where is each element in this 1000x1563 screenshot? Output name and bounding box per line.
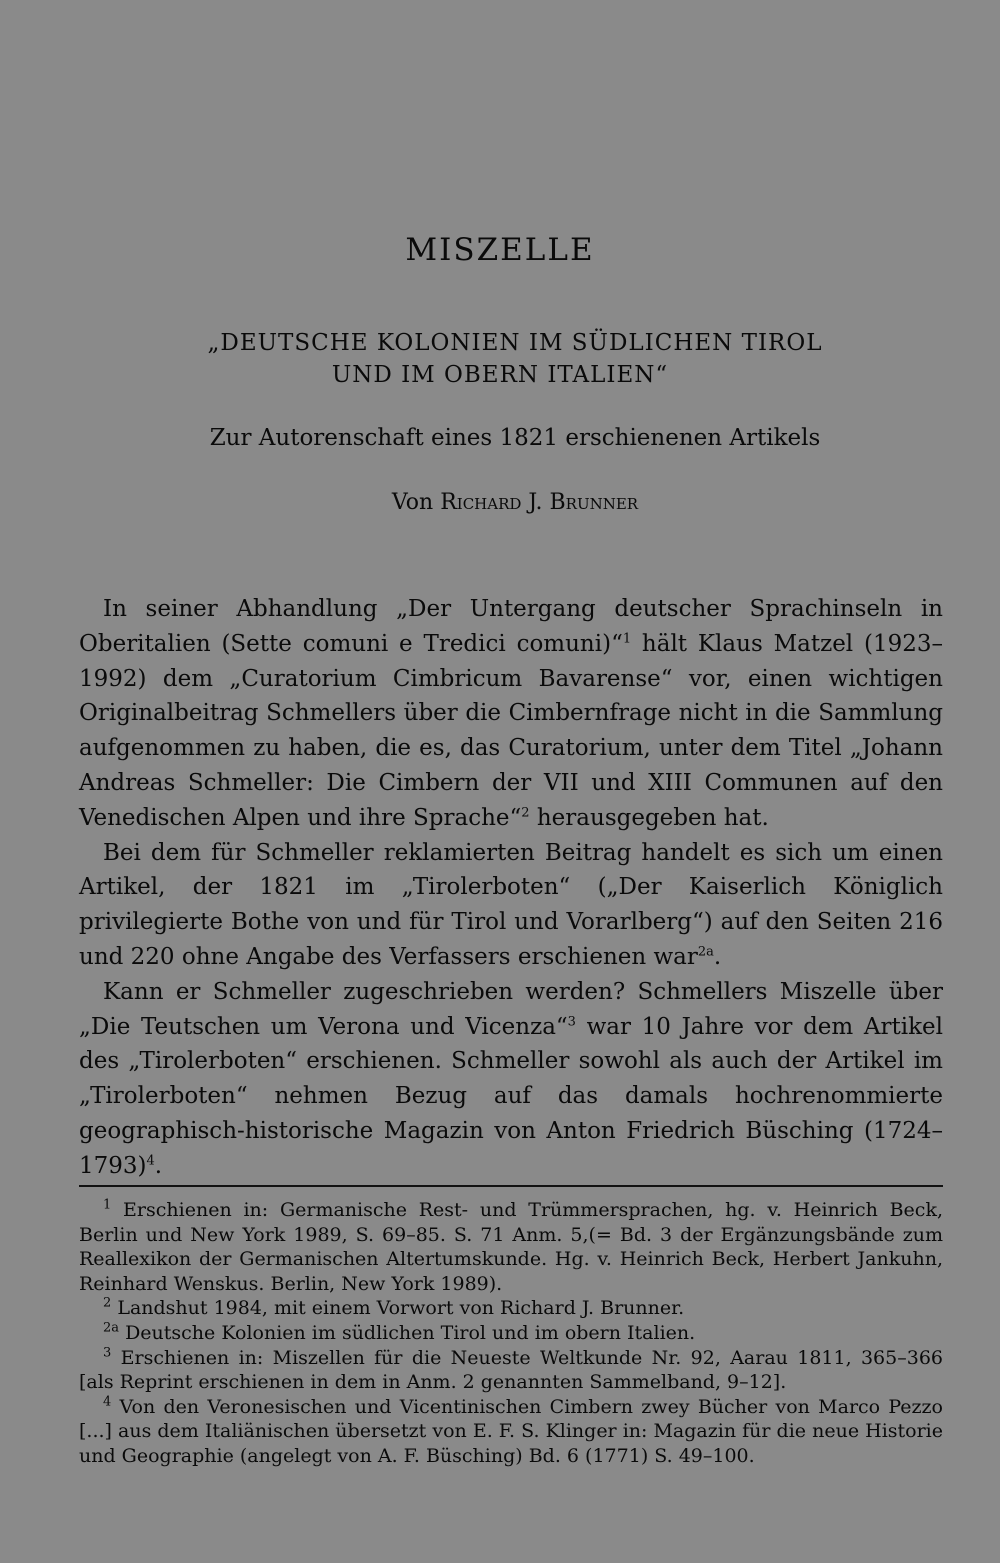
paragraph-text: .	[713, 943, 722, 970]
footnote-divider	[79, 1185, 943, 1187]
footnote	[79, 1321, 943, 1346]
footnote	[79, 1346, 943, 1395]
footnote-ref: 1	[622, 631, 632, 647]
section-heading: MISZELLE	[405, 232, 595, 268]
byline-prefix: Von	[391, 490, 434, 515]
footnote-number: 1	[103, 1197, 112, 1213]
footnote-number: 2	[103, 1296, 112, 1312]
paragraph-text: hält Klaus Matzel (1923–1992) dem „Curatorium Cimbricum Bavarense“ vor, einen wichtigen Originalbeitrag Schmellers über die Cimbernfrage nicht in die Sammlung aufgenommen zu haben, die es, das Curatorium, unter dem Titel „Johann Andreas Schmeller: Die Cimbern der VII und XIII Communen auf den Venedischen Alpen und ihre Sprache“	[79, 630, 943, 831]
article-title-line-1: „DEUTSCHE KOLONIEN IM SÜDLICHEN TIROL	[207, 330, 823, 356]
author-name: Richard J. Brunner	[440, 490, 639, 515]
footnotes	[79, 1198, 943, 1469]
footnote	[79, 1198, 943, 1296]
footnote-number: 3	[103, 1345, 112, 1361]
footnote-text: Erschienen in: Germanische Rest- und Trümmersprachen, hg. v. Heinrich Beck, Berlin und New York 1989, S. 69–85. S. 71 Anm. 5,(= Bd. 3 der Ergänzungsbände zum Reallexikon der Germanischen Altertumskunde. Hg. v. Heinrich Beck, Herbert Jankuhn, Reinhard Wenskus. Berlin, New York 1989).	[79, 1199, 943, 1295]
footnote-ref: 3	[567, 1013, 576, 1029]
footnote-text: Von den Veronesischen und Vicentinischen Cimbern zwey Bücher von Marco Pezzo [...] aus dem Italiänischen übersetzt von E. F. S. Klinger in: Magazin für die neue Historie und Geographie (angelegt von A. F. Büsching) Bd. 6 (1771) S. 49–100.	[79, 1395, 943, 1467]
paragraph-text: Kann er Schmeller zugeschrieben werden? Schmellers Miszelle über „Die Teutschen um Verona und Vicenza“	[79, 978, 943, 1040]
footnote-ref: 4	[146, 1153, 155, 1169]
paragraph	[79, 836, 943, 975]
paragraph	[79, 592, 943, 836]
footnote-text: Erschienen in: Miszellen für die Neueste Weltkunde Nr. 92, Aarau 1811, 365–366 [als Reprint erschienen in dem in Anm. 2 genannten Sammelband, 9–12].	[79, 1346, 943, 1394]
paragraph-text: In seiner Abhandlung „Der Untergang deutscher Sprachinseln in Oberitalien (Sette comuni e Tredici comuni)“	[79, 596, 943, 657]
paragraph-text: war 10 Jahre vor dem Artikel des „Tirolerboten“ erschienen. Schmeller sowohl als auch der Artikel im „Tirolerboten“ nehmen Bezug auf das damals hochrenommierte geographisch-historische Magazin von Anton Friedrich Büsching (1724–1793)	[79, 1013, 943, 1179]
footnote	[79, 1395, 943, 1469]
article-body	[79, 592, 943, 1184]
footnote-number: 4	[103, 1394, 112, 1410]
footnote-text: Landshut 1984, mit einem Vorwort von Richard J. Brunner.	[111, 1297, 685, 1320]
paragraph	[79, 975, 943, 1184]
byline	[15, 490, 1000, 515]
paragraph-text: herausgegeben hat.	[529, 804, 769, 831]
footnote-ref: 2a	[697, 944, 714, 960]
article-subtitle: Zur Autorenschaft eines 1821 erschienenen Artikels	[209, 425, 821, 451]
footnote	[79, 1296, 943, 1321]
paragraph-text: Bei dem für Schmeller reklamierten Beitrag handelt es sich um einen Artikel, der 1821 im „Tirolerboten“ („Der Kaiserlich Königlich privilegierte Bothe von und für Tirol und Vorarlberg“) auf den Seiten 216 und 220 ohne Angabe des Verfassers erschienen war	[79, 839, 943, 970]
article-title-line-2: UND IM OBERN ITALIEN“	[331, 362, 669, 388]
footnote-text: Deutsche Kolonien im südlichen Tirol und im obern Italien.	[119, 1321, 696, 1344]
paragraph-text: .	[154, 1152, 163, 1179]
footnote-number: 2a	[103, 1320, 120, 1336]
footnote-ref: 2	[521, 805, 530, 821]
